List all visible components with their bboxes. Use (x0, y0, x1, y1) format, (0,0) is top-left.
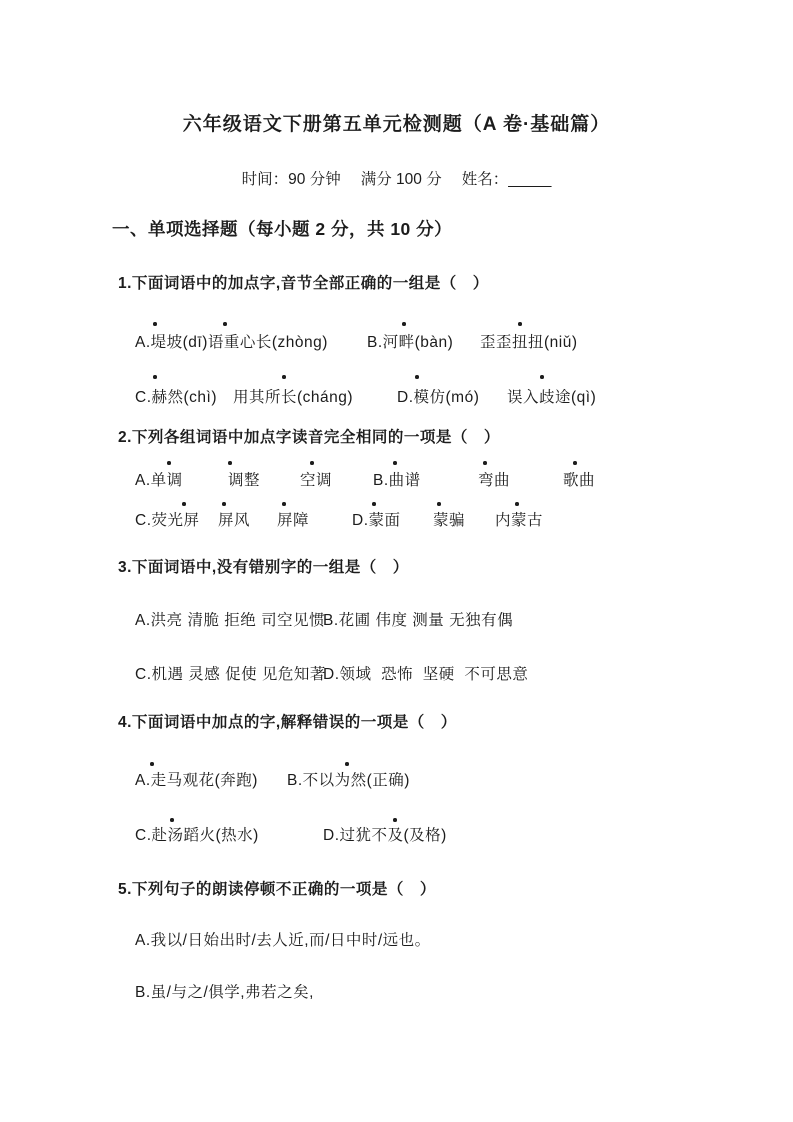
option-text: 空调 (300, 472, 333, 489)
page-title: 六年级语文下册第五单元检测题（A 卷·基础篇） (182, 114, 611, 135)
option-text: D.领域 恐怖 坚硬 不可思意 (323, 666, 529, 683)
question-stem: 4.下面词语中加点的字,解释错误的一项是（ ） (118, 714, 457, 731)
emphasis-dot (170, 818, 174, 822)
emphasis-dot (540, 375, 544, 379)
emphasis-dot (345, 762, 349, 766)
option-text: B.河畔(bàn) (367, 334, 454, 351)
meta-score: 满分 100 分 (360, 171, 442, 188)
meta-name-blank: 姓名：_____ (461, 171, 552, 188)
option-text: C.赫然(chì) (135, 389, 218, 406)
option-text: A.单调 (135, 472, 183, 489)
emphasis-dot (372, 502, 376, 506)
option-text: 误入歧途(qì) (507, 389, 597, 406)
emphasis-dot (402, 322, 406, 326)
option-text: B.曲谱 (373, 472, 421, 489)
emphasis-dot (228, 461, 232, 465)
emphasis-dot (223, 322, 227, 326)
option-text: D.过犹不及(及格) (323, 827, 447, 844)
question-stem: 2.下列各组词语中加点字读音完全相同的一项是（ ） (118, 429, 500, 446)
emphasis-dot (222, 502, 226, 506)
section-heading: 一、单项选择题（每小题 2 分，共 10 分） (112, 219, 453, 239)
emphasis-dot (415, 375, 419, 379)
option-text: 歪歪扭扭(niǔ) (480, 334, 578, 351)
option-text: 调整 (228, 472, 261, 489)
emphasis-dot (518, 322, 522, 326)
emphasis-dot (182, 502, 186, 506)
option-text: A.堤坡(dī)语重心长(zhòng) (135, 334, 328, 351)
option-text: B.花圃 伟度 测量 无独有偶 (323, 612, 514, 629)
option-text: 蒙骗 (433, 512, 466, 529)
question-stem: 1.下面词语中的加点字,音节全部正确的一组是（ ） (118, 275, 489, 292)
emphasis-dot (310, 461, 314, 465)
emphasis-dot (483, 461, 487, 465)
emphasis-dot (153, 322, 157, 326)
meta-time: 时间：90 分钟 (241, 171, 341, 188)
emphasis-dot (282, 375, 286, 379)
option-text: 屏风 (218, 512, 251, 529)
option-text: A.走马观花(奔跑) (135, 772, 258, 789)
option-text: 歌曲 (563, 472, 596, 489)
option-text: 内蒙古 (495, 512, 544, 529)
option-text: D.蒙面 (352, 512, 401, 529)
exam-meta (0, 170, 793, 190)
option-text: B.不以为然(正确) (287, 772, 410, 789)
emphasis-dot (437, 502, 441, 506)
emphasis-dot (150, 762, 154, 766)
emphasis-dot (515, 502, 519, 506)
option-text: C.赴汤蹈火(热水) (135, 827, 259, 844)
option-text: C.荧光屏 (135, 512, 200, 529)
emphasis-dot (393, 461, 397, 465)
option-text: A.我以/日始出时/去人近,而/日中时/远也。 (135, 932, 431, 949)
emphasis-dot (167, 461, 171, 465)
emphasis-dot (282, 502, 286, 506)
option-text: C.机遇 灵感 促使 见危知著 (135, 666, 326, 683)
option-text: D.模仿(mó) (397, 389, 480, 406)
emphasis-dot (393, 818, 397, 822)
option-text: 屏障 (277, 512, 310, 529)
option-text: B.虽/与之/俱学,弗若之矣, (135, 984, 314, 1001)
question-stem: 5.下列句子的朗读停顿不正确的一项是（ ） (118, 881, 436, 898)
option-text: 用其所长(cháng) (233, 389, 354, 406)
question-stem: 3.下面词语中,没有错别字的一组是（ ） (118, 559, 409, 576)
emphasis-dot (573, 461, 577, 465)
option-text: A.洪亮 清脆 拒绝 司空见惯 (135, 612, 326, 629)
option-text: 弯曲 (478, 472, 511, 489)
emphasis-dot (153, 375, 157, 379)
